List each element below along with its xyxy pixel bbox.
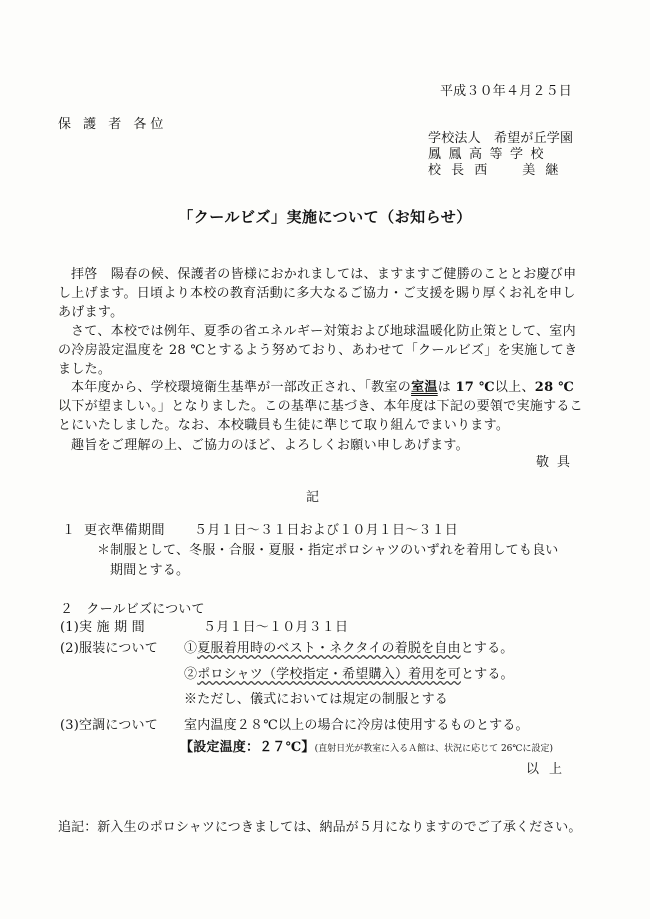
item3-setting: [180, 740, 553, 757]
section1-note: ＊制服として、冬服・合服・夏服・指定ポロシャツのいずれを着用しても良い: [97, 543, 559, 558]
item2-note: ※ただし、儀式においては規定の制服とする: [184, 692, 449, 707]
closing-ijo: 以上: [525, 762, 572, 777]
ki-heading: 記: [306, 490, 320, 505]
section1-note-cont: 期間とする。: [110, 563, 190, 578]
item2-rule2: ポロシャツ（学校指定・希望購入）着用を可: [197, 667, 461, 682]
paragraph-standard: [58, 378, 583, 435]
item2-rule1-end: とする。: [460, 641, 514, 656]
item3-label: (3)空調について: [60, 718, 158, 733]
paragraph-greeting: 拝啓 陽春の候、保護者の皆様におかれましては、ますますご健勝のこととお慶び申し上げます。日頃より本校の教育活動に多大なるご協力・ご支援を賜り厚くお礼を申しあげます。: [58, 267, 577, 320]
recipient: 保 護 者 各位: [58, 117, 168, 132]
emphasis-room-temp: 室温: [411, 380, 438, 395]
setting-note: (直射日光が教室に入るＡ館は、状況に応じて 26℃に設定): [314, 744, 553, 754]
closing-keigu: 敬具: [535, 455, 578, 470]
postscript: 追記：新入生のポロシャツにつきましては、納品が５月になりますのでご了承ください。: [58, 820, 582, 835]
item3-value: 室内温度２８℃以上の場合に冷房は使用するものとする。: [184, 718, 529, 733]
document-title: 「クールビズ」実施について（お知らせ）: [178, 208, 472, 226]
item1-value: ５月１日～１０月３１日: [203, 620, 349, 635]
document-date: 平成３０年４月２５日: [439, 84, 572, 99]
setting-temperature: 【設定温度：２７℃】: [180, 740, 315, 755]
item1-label: (1)実 施 期 間: [60, 620, 145, 635]
standard-text-start: 本年度から、学校環境衛生基準が一部改正され、「教室の: [71, 380, 412, 395]
sender-principal: 校 長 西 美 継: [428, 163, 562, 178]
item2-bullet2: ②: [184, 667, 198, 682]
section2-heading: ２ クールビズについて: [60, 602, 205, 617]
item2-bullet1: ①: [184, 641, 198, 656]
item2-line1: [184, 641, 514, 657]
paragraph-background: さて、本校では例年、夏季の省エネルギー対策および地球温暖化防止策として、室内の冷房設定温度を 28 ℃とするよう努めており、あわせて「クールビズ」を実施してきました。: [58, 324, 578, 377]
section1-label: 更衣準備期間: [84, 523, 166, 538]
sender-school: 鳳鳳高等学校: [428, 147, 552, 162]
section1-period: ５月１日～３１日および１０月１日～３１日: [194, 523, 459, 538]
emphasis-min-temp: 17 ℃: [455, 380, 495, 395]
section1-number: １: [62, 523, 76, 538]
paragraph-request: 趣旨をご理解の上、ご協力のほど、よろしくお願い申しあげます。: [71, 438, 469, 453]
item2-line2: [184, 667, 514, 683]
emphasis-max-temp: 28 ℃: [534, 380, 575, 395]
standard-text-mid2: 以上、: [494, 380, 535, 395]
standard-text-end: 以下が望ましい。」となりました。この基準に基づき、本年度は下記の要領で実施することにいたしました。なお、本校職員も生徒に準じて取り組んでまいります。: [58, 399, 583, 433]
item2-label: (2)服装について: [60, 641, 158, 656]
item2-rule1: 夏服着用時のベスト・ネクタイの着脱を自由: [197, 641, 461, 656]
standard-text-mid1: は: [437, 380, 456, 395]
sender-block: [428, 131, 573, 179]
sender-org: 学校法人 希望が丘学園: [428, 131, 574, 146]
item2-rule2-end: とする。: [460, 667, 514, 682]
